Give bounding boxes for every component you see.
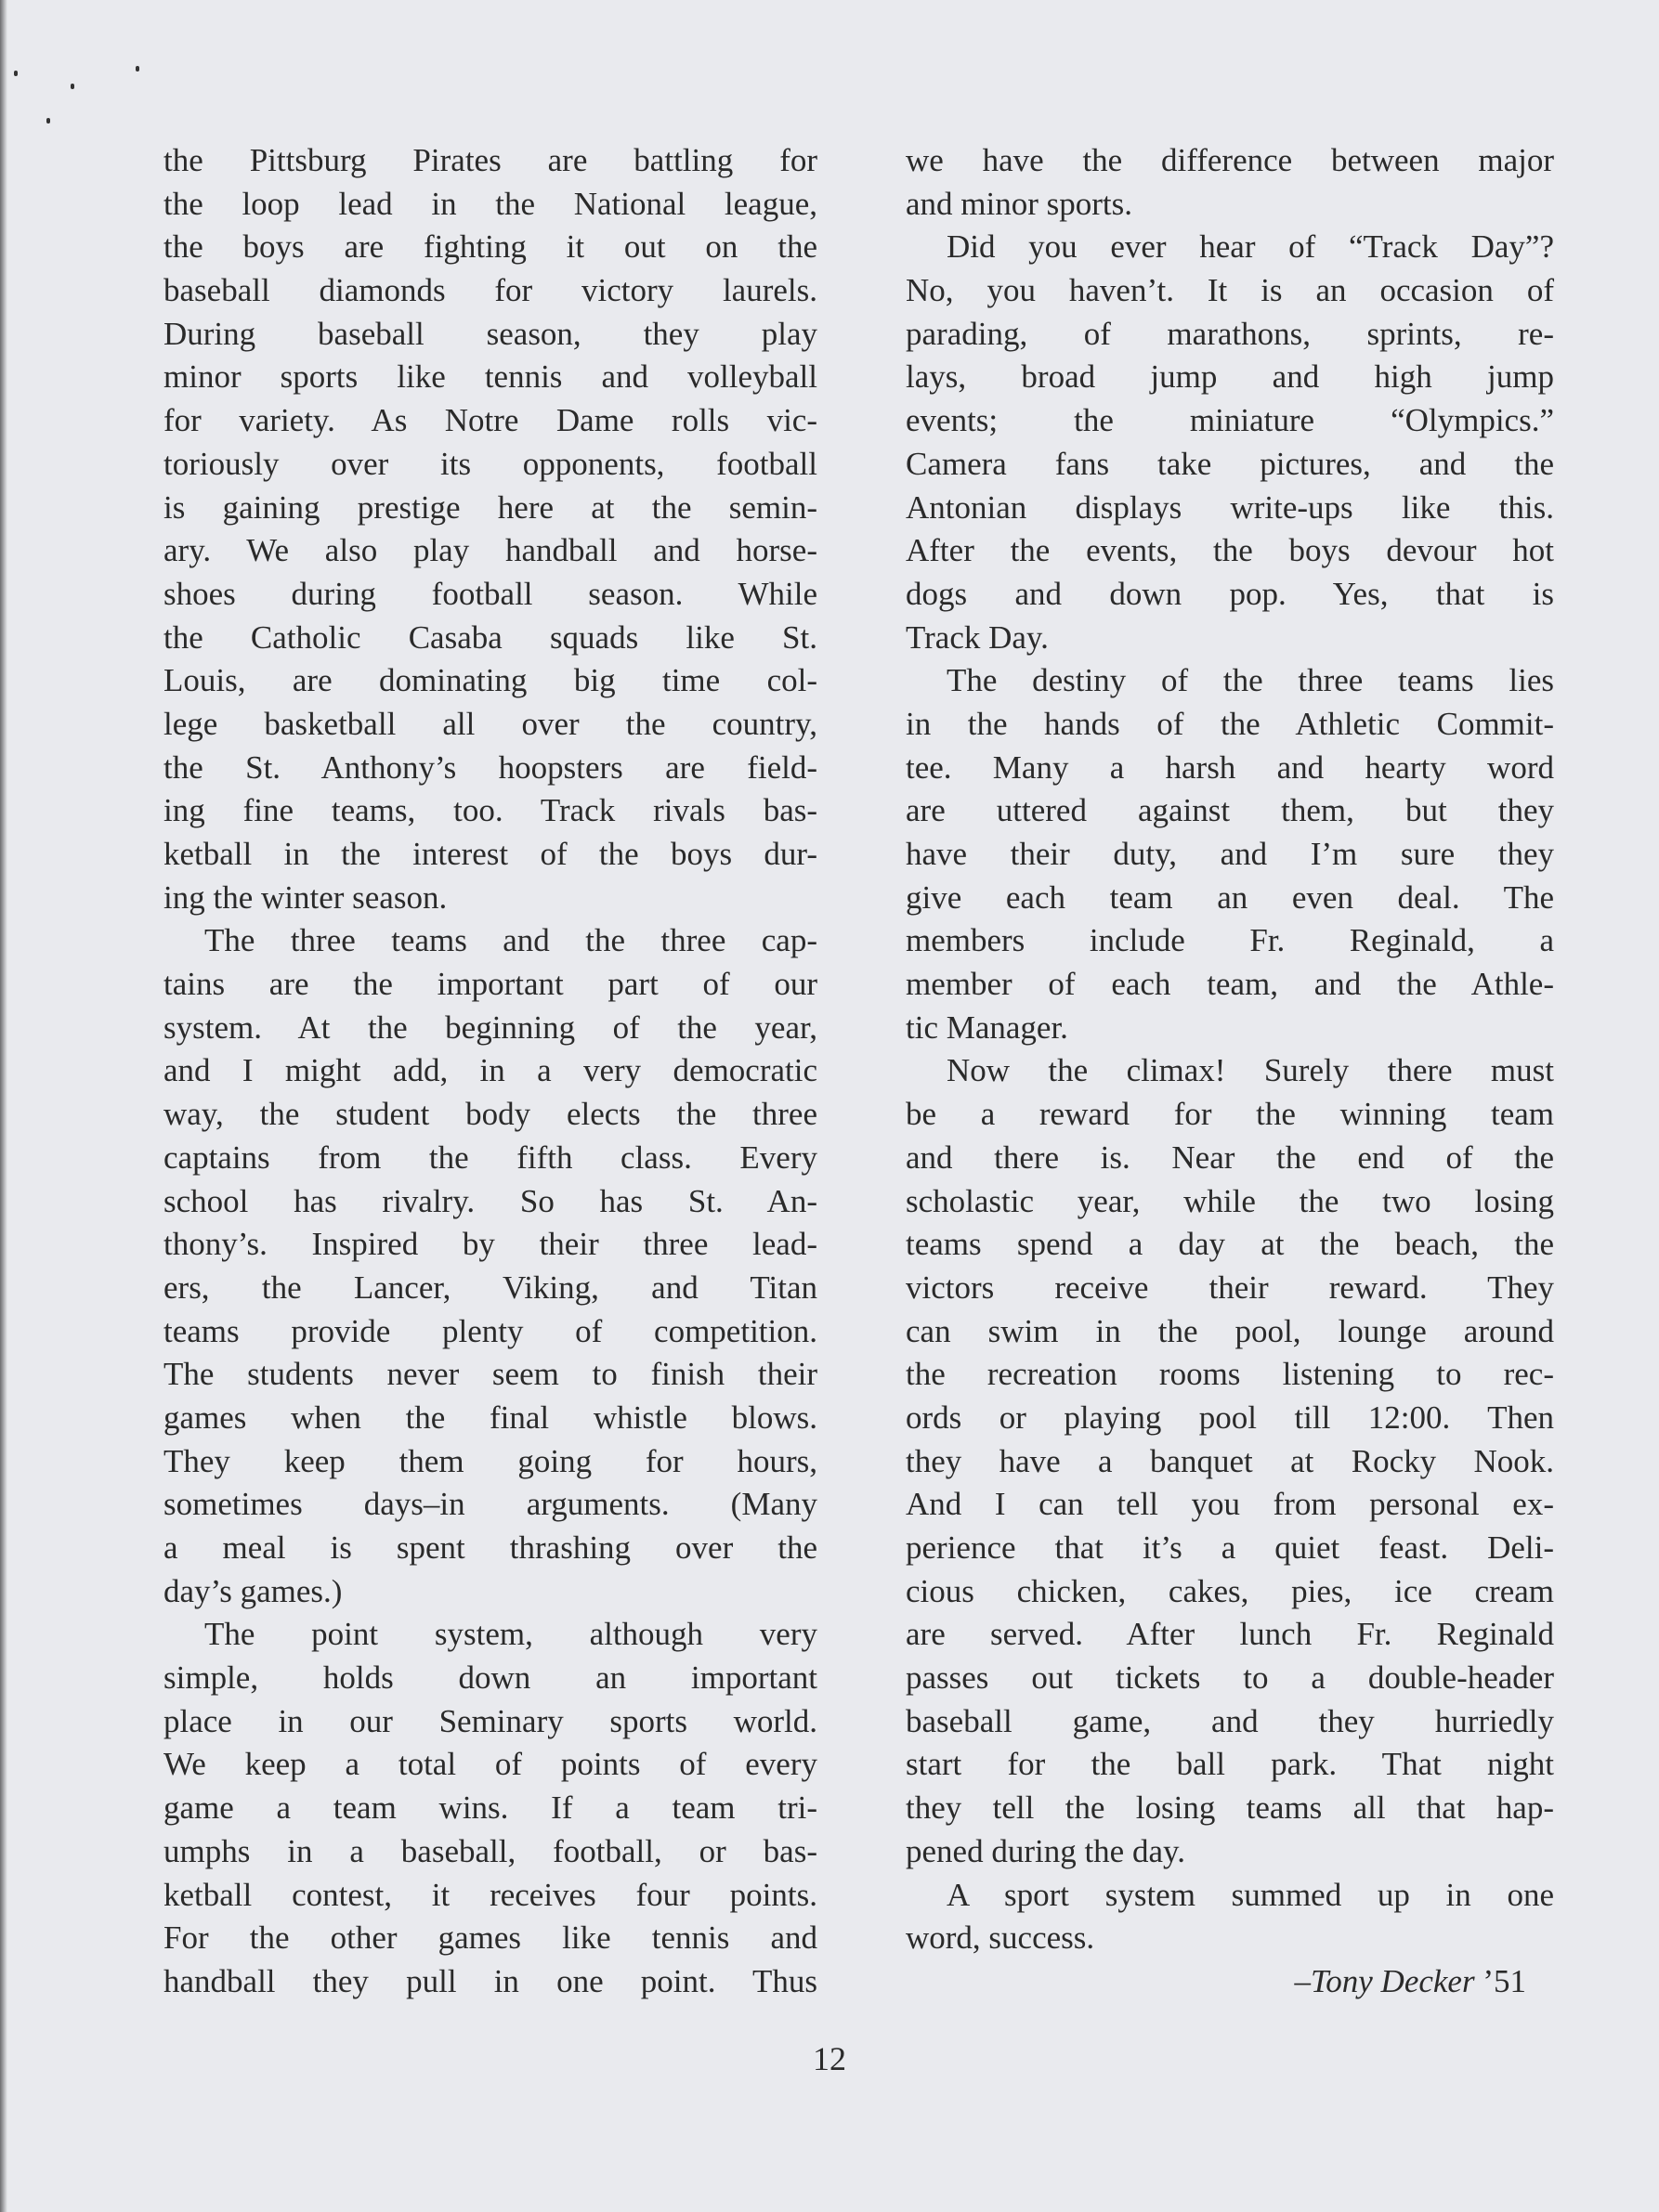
text-line: and I might add, in a very democratic: [163, 1052, 817, 1089]
text-line: events; the miniature “Olympics.”: [906, 402, 1554, 439]
page-number: 12: [813, 2040, 846, 2077]
text-line: simple, holds down an important: [163, 1659, 817, 1697]
text-line: system. At the beginning of the year,: [163, 1008, 817, 1046]
text-line: the recreation rooms listening to rec-: [906, 1356, 1554, 1393]
text-line: baseball game, and they hurriedly: [906, 1702, 1554, 1739]
text-line: lege basketball all over the country,: [163, 705, 817, 742]
text-line: way, the student body elects the three: [163, 1096, 817, 1133]
text-line: minor sports like tennis and volleyball: [163, 358, 817, 396]
text-line: are served. After lunch Fr. Reginald: [906, 1616, 1554, 1653]
text-line: Camera fans take pictures, and the: [906, 445, 1554, 482]
text-line: The three teams and the three cap-: [204, 922, 817, 959]
text-line: is gaining prestige here at the semin-: [163, 488, 817, 526]
text-line: tee. Many a harsh and hearty word: [906, 748, 1554, 786]
text-line: ketball in the interest of the boys dur-: [163, 836, 817, 872]
text-line: ary. We also play handball and horse-: [163, 532, 817, 569]
text-line: baseball diamonds for victory laurels.: [163, 272, 817, 309]
paper-speck: [71, 84, 74, 89]
author-class-year: ’51: [1474, 1962, 1526, 1999]
text-line: games when the final whistle blows.: [163, 1399, 817, 1436]
text-line: ing fine teams, too. Track rivals bas-: [163, 792, 817, 829]
text-line: day’s games.): [163, 1572, 343, 1609]
text-line: pened during the day.: [906, 1832, 1185, 1869]
text-line: Now the climax! Surely there must: [947, 1052, 1554, 1089]
text-line: passes out tickets to a double-header: [906, 1659, 1554, 1697]
text-line: handball they pull in one point. Thus: [163, 1962, 817, 1999]
text-line: have their duty, and I’m sure they: [906, 836, 1554, 872]
text-line: are uttered against them, but they: [906, 792, 1554, 829]
text-line: umphs in a baseball, football, or bas-: [163, 1832, 817, 1869]
text-line: scholastic year, while the two losing: [906, 1182, 1554, 1219]
text-line: sometimes days–in arguments. (Many: [163, 1486, 817, 1523]
text-line: ketball contest, it receives four points.: [163, 1876, 817, 1913]
text-line: thony’s. Inspired by their three lead-: [163, 1226, 817, 1263]
text-line: school has rivalry. So has St. An-: [163, 1182, 817, 1219]
text-line: word, success.: [906, 1919, 1095, 1957]
text-line: shoes during football season. While: [163, 575, 817, 612]
text-line: captains from the fifth class. Every: [163, 1139, 817, 1176]
text-line: tic Manager.: [906, 1008, 1068, 1046]
author-name: –Tony Decker: [1294, 1962, 1475, 1999]
text-line: in the hands of the Athletic Commit-: [906, 705, 1554, 742]
text-line: cious chicken, cakes, pies, ice cream: [906, 1572, 1554, 1609]
text-line: The point system, although very: [204, 1616, 817, 1653]
text-line: We keep a total of points of every: [163, 1746, 817, 1783]
text-line: ing the winter season.: [163, 878, 448, 916]
text-line: be a reward for the winning team: [906, 1096, 1554, 1133]
paper-speck: [14, 71, 18, 76]
text-line: a meal is spent thrashing over the: [163, 1529, 817, 1566]
text-line: game a team wins. If a team tri-: [163, 1789, 817, 1827]
text-line: No, you haven’t. It is an occasion of: [906, 272, 1554, 309]
text-line: member of each team, and the Athle-: [906, 966, 1554, 1003]
text-line: members include Fr. Reginald, a: [906, 922, 1554, 959]
text-line: ers, the Lancer, Viking, and Titan: [163, 1269, 817, 1306]
text-line: place in our Seminary sports world.: [163, 1702, 817, 1739]
text-line: and there is. Near the end of the: [906, 1139, 1554, 1176]
text-line: give each team an even deal. The: [906, 878, 1554, 916]
text-line: they tell the losing teams all that hap-: [906, 1789, 1554, 1827]
text-line: victors receive their reward. They: [906, 1269, 1554, 1306]
text-line: and minor sports.: [906, 185, 1133, 222]
text-line: Antonian displays write-ups like this.: [906, 488, 1554, 526]
text-line: they have a banquet at Rocky Nook.: [906, 1442, 1554, 1479]
text-line: for variety. As Notre Dame rolls vic-: [163, 402, 817, 439]
text-line: we have the difference between major: [906, 142, 1554, 178]
text-line: the loop lead in the National league,: [163, 185, 817, 222]
text-line: For the other games like tennis and: [163, 1919, 817, 1957]
author-signature: [906, 1960, 1554, 2004]
paper-speck: [136, 66, 139, 72]
left-column: [163, 139, 817, 2004]
text-line: After the events, the boys devour hot: [906, 532, 1554, 569]
text-line: Track Day.: [906, 618, 1049, 656]
text-line: toriously over its opponents, football: [163, 445, 817, 482]
text-line: start for the ball park. That night: [906, 1746, 1554, 1783]
text-line: can swim in the pool, lounge around: [906, 1312, 1554, 1349]
paper-speck: [46, 118, 50, 124]
text-line: Louis, are dominating big time col-: [163, 662, 817, 699]
text-line: During baseball season, they play: [163, 315, 817, 352]
text-line: teams provide plenty of competition.: [163, 1312, 817, 1349]
text-line: perience that it’s a quiet feast. Deli-: [906, 1529, 1554, 1566]
right-column: [906, 139, 1554, 2004]
text-line: tains are the important part of our: [163, 966, 817, 1003]
text-line: ords or playing pool till 12:00. Then: [906, 1399, 1554, 1436]
text-line: lays, broad jump and high jump: [906, 358, 1554, 396]
text-line: teams spend a day at the beach, the: [906, 1226, 1554, 1263]
page-binding-edge: [0, 0, 7, 2212]
text-line: Did you ever hear of “Track Day”?: [947, 228, 1554, 266]
text-line: They keep them going for hours,: [163, 1442, 817, 1479]
text-line: dogs and down pop. Yes, that is: [906, 575, 1554, 612]
text-line: the Catholic Casaba squads like St.: [163, 618, 817, 656]
text-line: the St. Anthony’s hoopsters are field-: [163, 748, 817, 786]
text-line: The students never seem to finish their: [163, 1356, 817, 1393]
text-line: the Pittsburg Pirates are battling for: [163, 142, 817, 178]
text-line: parading, of marathons, sprints, re-: [906, 315, 1554, 352]
text-line: The destiny of the three teams lies: [947, 662, 1554, 699]
text-line: A sport system summed up in one: [947, 1876, 1554, 1913]
text-line: And I can tell you from personal ex-: [906, 1486, 1554, 1523]
text-line: the boys are fighting it out on the: [163, 228, 817, 266]
